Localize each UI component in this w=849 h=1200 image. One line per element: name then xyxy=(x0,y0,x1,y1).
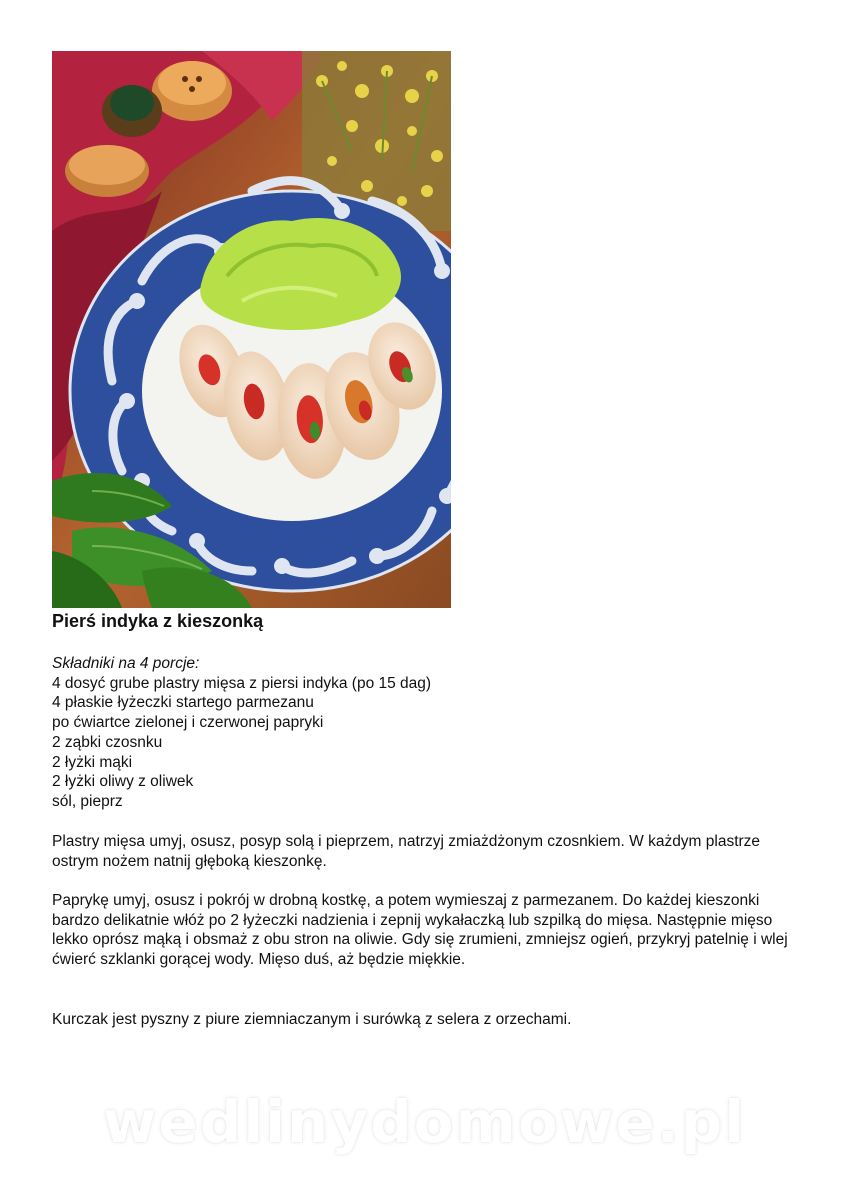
serving-tip: Kurczak jest pyszny z piure ziemniaczanym i surówką z selera z orzechami. xyxy=(52,1011,572,1028)
ingredient-item: 2 łyżki oliwy z oliwek xyxy=(52,773,194,791)
ingredient-item: po ćwiartce zielonej i czerwonej papryki xyxy=(52,714,324,732)
watermark: wedlinydomowe.pl xyxy=(102,1088,747,1156)
recipe-title: Pierś indyka z kieszonką xyxy=(52,611,264,631)
ingredient-item: 4 płaskie łyżeczki startego parmezanu xyxy=(52,694,314,712)
ingredient-item: sól, pieprz xyxy=(52,792,123,810)
ingredient-item: 2 łyżki mąki xyxy=(52,753,133,771)
recipe-photo xyxy=(52,51,451,608)
ingredients-list xyxy=(52,654,797,812)
preparation-step-2: Paprykę umyj, osusz i pokrój w drobną kostkę, a potem wymieszaj z parmezanem. Do każdej kieszonki bardzo delikatnie włóż po 2 łyżeczki nadzienia i zepnij wykałaczką lub szpilką do mięsa. Następnie mięso lekko oprósz mąką i obsmaż z obu stron na oliwie. Gdy się zrumieni, zmniejsz ogień, przykryj patelnię i wlej ćwierć szklanki gorącej wody. Mięso duś, aż będzie miękkie. xyxy=(52,892,788,969)
ingredients-heading: Składniki na 4 porcje: xyxy=(52,655,200,672)
ingredient-item: 4 dosyć grube plastry mięsa z piersi indyka (po 15 dag) xyxy=(52,674,432,692)
ingredient-item: 2 ząbki czosnku xyxy=(52,733,163,751)
preparation-step-1: Plastry mięsa umyj, osusz, posyp solą i pieprzem, natrzyj zmiażdżonym czosnkiem. W każdym plastrze ostrym nożem natnij głęboką kieszonkę. xyxy=(52,833,761,870)
